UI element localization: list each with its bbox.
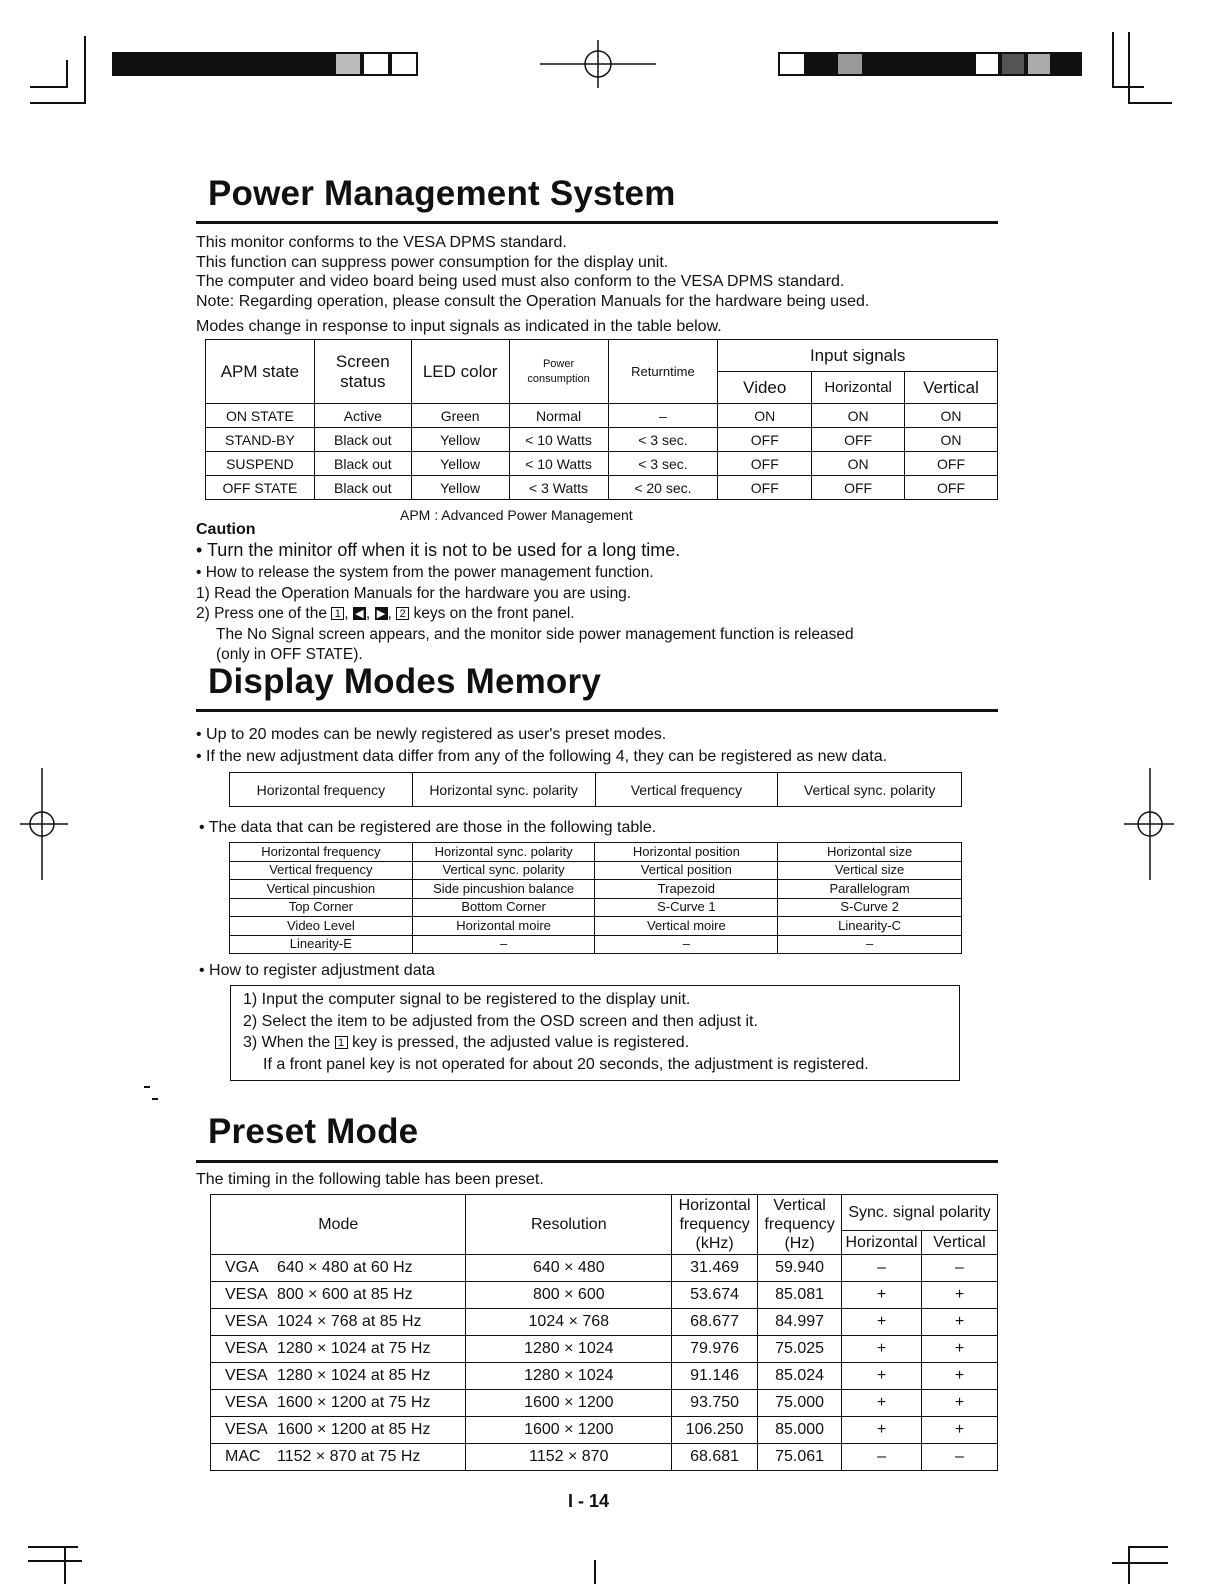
table-cell: + (922, 1309, 998, 1336)
table-cell: 1280 × 1024 (466, 1336, 672, 1363)
table-cell: 31.469 (672, 1255, 758, 1282)
caution-step-2-post: keys on the front panel. (413, 605, 575, 622)
apm-header-horizontal: Horizontal (812, 372, 905, 404)
table-row (211, 1282, 998, 1309)
table-cell: Horizontal position (595, 843, 778, 862)
table-cell (211, 1363, 466, 1390)
howto-step-3-pre: 3) When the (243, 1034, 331, 1051)
table-cell: 1600 × 1200 (466, 1417, 672, 1444)
table-cell: – (922, 1255, 998, 1282)
table-cell: Vertical moire (595, 917, 778, 936)
table-cell: + (842, 1336, 922, 1363)
power-title-rule (196, 221, 998, 224)
table-row (230, 898, 962, 917)
preset-section-title: Preset Mode (208, 1112, 419, 1151)
table-cell: Black out (314, 476, 411, 500)
table-cell: – (595, 935, 778, 954)
table-cell: – (778, 935, 962, 954)
preset-header-hfreq (672, 1195, 758, 1255)
table-row (211, 1390, 998, 1417)
display-modes-bullet-1-text: Up to 20 modes can be newly registered as user's preset modes. (206, 726, 667, 743)
apm-header-return: Returntime (608, 340, 718, 404)
table-cell (211, 1444, 466, 1471)
vfreq-line-3: (Hz) (784, 1235, 815, 1252)
table-cell: OFF (812, 428, 905, 452)
table-row (211, 1336, 998, 1363)
table-cell: Vertical frequency (230, 861, 413, 880)
table-cell: OFF (812, 476, 905, 500)
display-modes-bullet-4-text: How to register adjustment data (209, 962, 435, 979)
apm-header-video: Video (718, 372, 812, 404)
table-cell: OFF (718, 452, 812, 476)
registration-crosshair-icon (540, 40, 656, 88)
table-cell: < 3 Watts (509, 476, 608, 500)
table-cell: Horizontal moire (412, 917, 595, 936)
table-row (206, 404, 998, 428)
registerable-data-table (229, 842, 962, 954)
table-cell: Vertical sync. polarity (778, 773, 962, 807)
howto-step-4: If a front panel key is not operated for about 20 seconds, the adjustment is registered. (263, 1055, 869, 1073)
key-right-arrow-icon: ▶ (375, 607, 388, 620)
table-cell: 75.061 (758, 1444, 842, 1471)
preset-header-vertical: Vertical (922, 1231, 998, 1255)
table-cell (211, 1255, 466, 1282)
separator: , (387, 605, 392, 622)
table-row (211, 1255, 998, 1282)
table-cell: Video Level (230, 917, 413, 936)
table-cell: 1152 × 870 (466, 1444, 672, 1471)
key-1-icon: 1 (335, 1036, 348, 1049)
table-cell: Yellow (411, 428, 509, 452)
table-cell: 53.674 (672, 1282, 758, 1309)
table-cell: + (842, 1363, 922, 1390)
power-line-4: Note: Regarding operation, please consult the Operation Manuals for the hardware being used. (196, 292, 870, 310)
table-cell: Vertical pincushion (230, 880, 413, 899)
table-cell: 85.000 (758, 1417, 842, 1444)
caution-bullet-2: • How to release the system from the power management function. (196, 564, 654, 581)
apm-header-state: APM state (206, 340, 315, 404)
table-cell: 84.997 (758, 1309, 842, 1336)
preset-intro: The timing in the following table has been preset. (196, 1171, 544, 1188)
table-cell: ON (812, 452, 905, 476)
table-row (230, 935, 962, 954)
apm-header-led: LED color (411, 340, 509, 404)
display-modes-bullet-4: • How to register adjustment data (199, 962, 435, 979)
table-cell: – (842, 1444, 922, 1471)
caution-label: Caution (196, 521, 256, 538)
mode-family: VESA (225, 1313, 268, 1330)
mode-timing: 1280 × 1024 at 85 Hz (277, 1367, 431, 1384)
table-cell: Vertical size (778, 861, 962, 880)
mode-timing: 1024 × 768 at 85 Hz (277, 1313, 422, 1330)
table-cell (211, 1309, 466, 1336)
table-cell: – (842, 1255, 922, 1282)
table-row (206, 476, 998, 500)
caution-steps (196, 563, 854, 666)
table-cell: 75.025 (758, 1336, 842, 1363)
table-cell: Vertical position (595, 861, 778, 880)
caution-step-2-line-3: (only in OFF STATE). (216, 646, 363, 663)
table-cell: Side pincushion balance (412, 880, 595, 899)
table-cell: 106.250 (672, 1417, 758, 1444)
mode-timing: 1600 × 1200 at 75 Hz (277, 1394, 431, 1411)
registration-criteria-table (229, 772, 962, 807)
caution-step-2-line-2: The No Signal screen appears, and the monitor side power management function is released (216, 625, 854, 643)
display-modes-section-title: Display Modes Memory (208, 662, 601, 701)
table-cell: Trapezoid (595, 880, 778, 899)
mode-family: VESA (225, 1286, 268, 1303)
apm-header-input-signals: Input signals (718, 340, 998, 372)
table-cell: < 3 sec. (608, 428, 718, 452)
bottom-center-mark (594, 1560, 596, 1584)
table-cell: STAND-BY (206, 428, 315, 452)
table-cell: Vertical sync. polarity (412, 861, 595, 880)
table-cell: OFF (905, 452, 998, 476)
display-modes-bullet-3-text: The data that can be registered are those in the following table. (208, 819, 657, 836)
table-cell: OFF (718, 428, 812, 452)
power-line-5: Modes change in response to input signals as indicated in the table below. (196, 318, 722, 335)
table-cell: SUSPEND (206, 452, 315, 476)
table-row (206, 452, 998, 476)
table-cell: + (842, 1309, 922, 1336)
display-modes-bullet-2: • If the new adjustment data differ from any of the following 4, they can be registered as new data. (196, 748, 888, 765)
table-cell: Horizontal size (778, 843, 962, 862)
table-cell (211, 1390, 466, 1417)
mode-family: VGA (225, 1259, 259, 1276)
mode-family: VESA (225, 1421, 268, 1438)
table-cell (211, 1336, 466, 1363)
table-cell: – (608, 404, 718, 428)
table-row (211, 1444, 998, 1471)
caution-bullet-1: • Turn the minitor off when it is not to be used for a long time. (196, 540, 681, 560)
table-cell: + (922, 1336, 998, 1363)
power-section-title: Power Management System (208, 174, 676, 213)
table-cell: Yellow (411, 476, 509, 500)
howto-step-3-post: key is pressed, the adjusted value is registered. (352, 1034, 690, 1051)
table-cell: < 20 sec. (608, 476, 718, 500)
table-cell: 800 × 600 (466, 1282, 672, 1309)
table-cell (211, 1417, 466, 1444)
table-cell: < 3 sec. (608, 452, 718, 476)
table-row (230, 843, 962, 862)
left-crosshair-icon (20, 768, 68, 880)
mode-timing: 1600 × 1200 at 85 Hz (277, 1421, 431, 1438)
key-1-icon: 1 (331, 607, 344, 620)
table-cell: – (412, 935, 595, 954)
vfreq-line-1: Vertical (773, 1197, 826, 1214)
table-cell: Yellow (411, 452, 509, 476)
table-cell: OFF STATE (206, 476, 315, 500)
table-cell: 68.677 (672, 1309, 758, 1336)
howto-step-1: 1) Input the computer signal to be registered to the display unit. (243, 991, 691, 1008)
table-cell: Parallelogram (778, 880, 962, 899)
display-modes-bullet-3: • The data that can be registered are those in the following table. (199, 819, 657, 836)
mode-timing: 800 × 600 at 85 Hz (277, 1286, 413, 1303)
apm-header-vertical: Vertical (905, 372, 998, 404)
table-cell: S-Curve 2 (778, 898, 962, 917)
table-cell: 85.024 (758, 1363, 842, 1390)
howto-step-3 (243, 1032, 959, 1054)
table-cell: – (922, 1444, 998, 1471)
caution-bullet-1-text: Turn the minitor off when it is not to be used for a long time. (206, 540, 681, 560)
apm-header-screen: Screen status (314, 340, 411, 404)
table-cell: Linearity-E (230, 935, 413, 954)
hfreq-line-2: frequency (679, 1216, 750, 1233)
preset-header-resolution: Resolution (466, 1195, 672, 1255)
table-cell: + (922, 1390, 998, 1417)
table-cell: 68.681 (672, 1444, 758, 1471)
table-cell: Linearity-C (778, 917, 962, 936)
preset-header-mode: Mode (211, 1195, 466, 1255)
table-cell: 93.750 (672, 1390, 758, 1417)
key-2-icon: 2 (396, 607, 409, 620)
table-cell: Black out (314, 452, 411, 476)
table-cell: + (842, 1390, 922, 1417)
preset-header-vfreq (758, 1195, 842, 1255)
table-cell: ON (905, 428, 998, 452)
table-cell: Horizontal frequency (230, 843, 413, 862)
table-row (211, 1309, 998, 1336)
table-cell: Normal (509, 404, 608, 428)
display-modes-title-rule (196, 709, 998, 712)
table-cell: + (922, 1417, 998, 1444)
table-cell: Horizontal frequency (230, 773, 413, 807)
separator: , (344, 605, 349, 622)
apm-table (205, 339, 998, 500)
preset-mode-table (210, 1194, 998, 1471)
table-cell: + (922, 1363, 998, 1390)
apm-note: APM : Advanced Power Management (400, 507, 633, 523)
preset-title-rule (196, 1160, 998, 1163)
table-cell: 85.081 (758, 1282, 842, 1309)
table-cell: Top Corner (230, 898, 413, 917)
separator: , (365, 605, 371, 622)
table-cell: 59.940 (758, 1255, 842, 1282)
table-cell: 75.000 (758, 1390, 842, 1417)
table-cell: OFF (718, 476, 812, 500)
table-cell: ON (718, 404, 812, 428)
table-cell: Bottom Corner (412, 898, 595, 917)
register-howto-box (230, 985, 960, 1081)
table-row (230, 917, 962, 936)
power-line-3: The computer and video board being used must also conform to the VESA DPMS standard. (196, 273, 845, 290)
mode-timing: 1280 × 1024 at 75 Hz (277, 1340, 431, 1357)
power-line-2: This function can suppress power consumption for the display unit. (196, 253, 669, 271)
table-cell: 1280 × 1024 (466, 1363, 672, 1390)
table-cell: Horizontal sync. polarity (412, 773, 595, 807)
table-cell: < 10 Watts (509, 428, 608, 452)
caution-bullet-2-text: How to release the system from the power management function. (205, 564, 654, 581)
table-cell: + (922, 1282, 998, 1309)
table-cell: + (842, 1417, 922, 1444)
preset-header-horizontal: Horizontal (842, 1231, 922, 1255)
power-line-1: This monitor conforms to the VESA DPMS standard. (196, 234, 567, 251)
mode-family: VESA (225, 1340, 268, 1357)
table-cell: 640 × 480 (466, 1255, 672, 1282)
caution-step-2-pre: 2) Press one of the (196, 605, 327, 622)
howto-step-2: 2) Select the item to be adjusted from the OSD screen and then adjust it. (243, 1012, 758, 1030)
table-cell: 1600 × 1200 (466, 1390, 672, 1417)
table-cell: Green (411, 404, 509, 428)
caution-step-2 (196, 604, 854, 625)
preset-header-sync: Sync. signal polarity (842, 1195, 998, 1231)
mode-family: MAC (225, 1448, 261, 1465)
table-cell: 91.146 (672, 1363, 758, 1390)
mode-family: VESA (225, 1367, 268, 1384)
table-row (206, 428, 998, 452)
table-cell: + (842, 1282, 922, 1309)
table-cell (211, 1282, 466, 1309)
display-modes-bullet-2-text: If the new adjustment data differ from any of the following 4, they can be registered as new data. (206, 748, 888, 765)
table-cell: Vertical frequency (595, 773, 778, 807)
hfreq-line-3: (kHz) (695, 1235, 734, 1252)
table-cell: Active (314, 404, 411, 428)
display-modes-bullets (196, 724, 887, 768)
table-cell: S-Curve 1 (595, 898, 778, 917)
table-cell: OFF (905, 476, 998, 500)
table-cell: Horizontal sync. polarity (412, 843, 595, 862)
table-cell: < 10 Watts (509, 452, 608, 476)
table-cell: ON (905, 404, 998, 428)
table-cell: 79.976 (672, 1336, 758, 1363)
hfreq-line-1: Horizontal (678, 1197, 751, 1214)
power-intro (196, 233, 869, 337)
vfreq-line-2: frequency (764, 1216, 835, 1233)
caution-step-1: 1) Read the Operation Manuals for the hardware you are using. (196, 584, 632, 602)
apm-header-power: Power consumption (509, 340, 608, 404)
table-cell: ON (812, 404, 905, 428)
table-row (211, 1363, 998, 1390)
right-crosshair-icon (1124, 768, 1174, 880)
display-modes-bullet-1: • Up to 20 modes can be newly registered as user's preset modes. (196, 726, 667, 743)
table-row (230, 880, 962, 899)
table-row (230, 861, 962, 880)
table-row (230, 773, 962, 807)
mode-timing: 1152 × 870 at 75 Hz (277, 1448, 421, 1465)
table-cell: Black out (314, 428, 411, 452)
page-number: I - 14 (568, 1491, 610, 1511)
key-left-arrow-icon: ◀ (353, 607, 366, 620)
mode-family: VESA (225, 1394, 268, 1411)
mode-timing: 640 × 480 at 60 Hz (277, 1259, 413, 1276)
table-cell: ON STATE (206, 404, 315, 428)
table-cell: 1024 × 768 (466, 1309, 672, 1336)
table-row (211, 1417, 998, 1444)
